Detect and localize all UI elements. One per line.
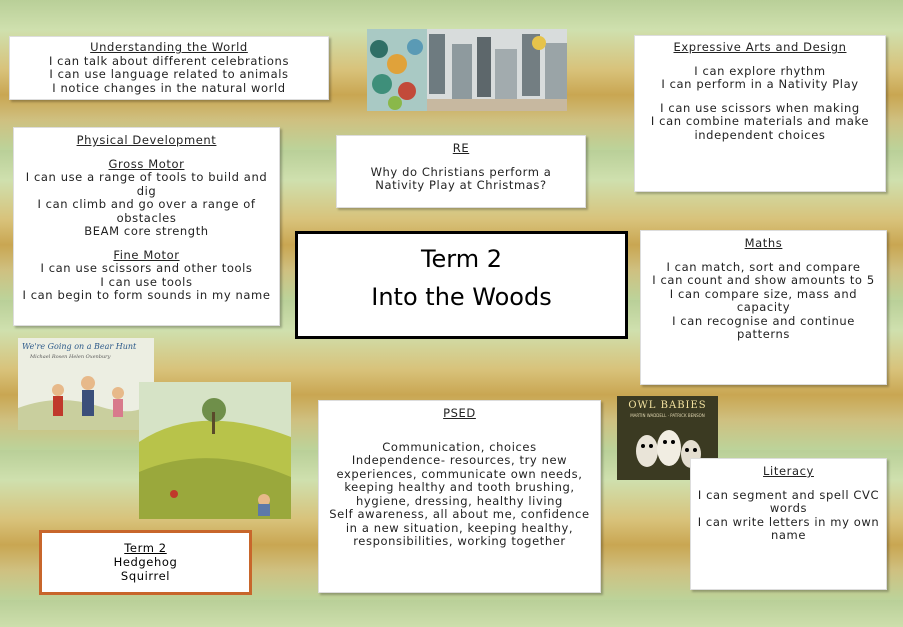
- maths-heading: Maths: [744, 236, 783, 250]
- literacy-line: I can segment and spell CVC words: [697, 487, 880, 515]
- literacy-line: I can write letters in my own name: [697, 514, 880, 542]
- expressive-arts-panel: [634, 35, 886, 192]
- maths-line: I can recognise and continue patterns: [672, 313, 855, 341]
- fine-motor-line: I can begin to form sounds in my name: [22, 288, 271, 302]
- maths-line: I can count and show amounts to 5: [652, 273, 875, 287]
- owl-babies-title: OWL BABIES: [628, 400, 707, 411]
- expressive-arts-heading: Expressive Arts and Design: [673, 40, 847, 54]
- maths-panel: [640, 230, 887, 385]
- re-panel: [336, 135, 586, 208]
- expressive-arts-line: I can perform in a Nativity Play: [661, 77, 859, 91]
- literacy-panel: [690, 458, 887, 590]
- fine-motor-line: I can use tools: [100, 274, 193, 289]
- bear-hunt-title: We're Going on a Bear Hunt: [22, 342, 137, 351]
- gross-motor-heading: Gross Motor: [108, 156, 185, 171]
- expressive-arts-line: I can explore rhythm: [694, 63, 826, 78]
- term-animals-heading: Term 2: [124, 541, 167, 555]
- gross-motor-line: BEAM core strength: [84, 224, 209, 238]
- understanding-world-line: I can use language related to animals: [49, 67, 289, 81]
- animal-squirrel: Squirrel: [120, 569, 171, 583]
- psed-panel: [318, 400, 601, 593]
- expressive-arts-line: I can use scissors when making: [660, 100, 860, 115]
- animal-hedgehog: Hedgehog: [113, 555, 178, 569]
- understanding-world-panel: [9, 36, 329, 100]
- meadow-illustration: [139, 382, 291, 519]
- fine-motor-line: I can use scissors and other tools: [40, 261, 253, 275]
- psed-heading: PSED: [443, 406, 476, 420]
- gross-motor-line: I can use a range of tools to build and dig: [25, 170, 268, 198]
- understanding-world-heading: Understanding the World: [90, 40, 248, 54]
- bear-hunt-book-cover: [18, 338, 154, 430]
- psed-line: Communication, choices: [382, 439, 537, 454]
- re-heading: RE: [452, 141, 470, 155]
- term-animals-panel: [39, 530, 252, 595]
- re-question: Why do Christians perform a Nativity Play at Christmas?: [370, 164, 552, 192]
- bear-hunt-authors: Michael Rosen Helen Oxenbury: [30, 354, 111, 360]
- literacy-heading: Literacy: [763, 464, 814, 478]
- maths-line: I can match, sort and compare: [666, 259, 861, 274]
- maths-line: I can compare size, mass and capacity: [669, 286, 858, 314]
- fine-motor-heading: Fine Motor: [113, 247, 180, 262]
- psed-line: Independence- resources, try new experiences, communicate own needs, keeping healthy and tooth brushing, hygiene, dressing, healthy living: [336, 453, 583, 508]
- woodland-collage-image: [367, 29, 567, 111]
- physical-development-panel: [13, 127, 280, 326]
- term-title: Term 2: [420, 245, 503, 273]
- understanding-world-line: I notice changes in the natural world: [52, 80, 286, 95]
- expressive-arts-line: I can combine materials and make independent choices: [650, 114, 870, 142]
- physical-development-heading: Physical Development: [76, 133, 217, 147]
- topic-title: Into the Woods: [371, 283, 552, 311]
- gross-motor-line: I can climb and go over a range of obstacles: [37, 197, 256, 225]
- owl-babies-authors: MARTIN WADDELL · PATRICK BENSON: [630, 413, 705, 418]
- understanding-world-line: I can talk about different celebrations: [48, 53, 290, 68]
- psed-line: Self awareness, all about me, confidence in a new situation, keeping healthy, responsibilities, working together: [329, 507, 590, 548]
- term-title-panel: [295, 231, 628, 339]
